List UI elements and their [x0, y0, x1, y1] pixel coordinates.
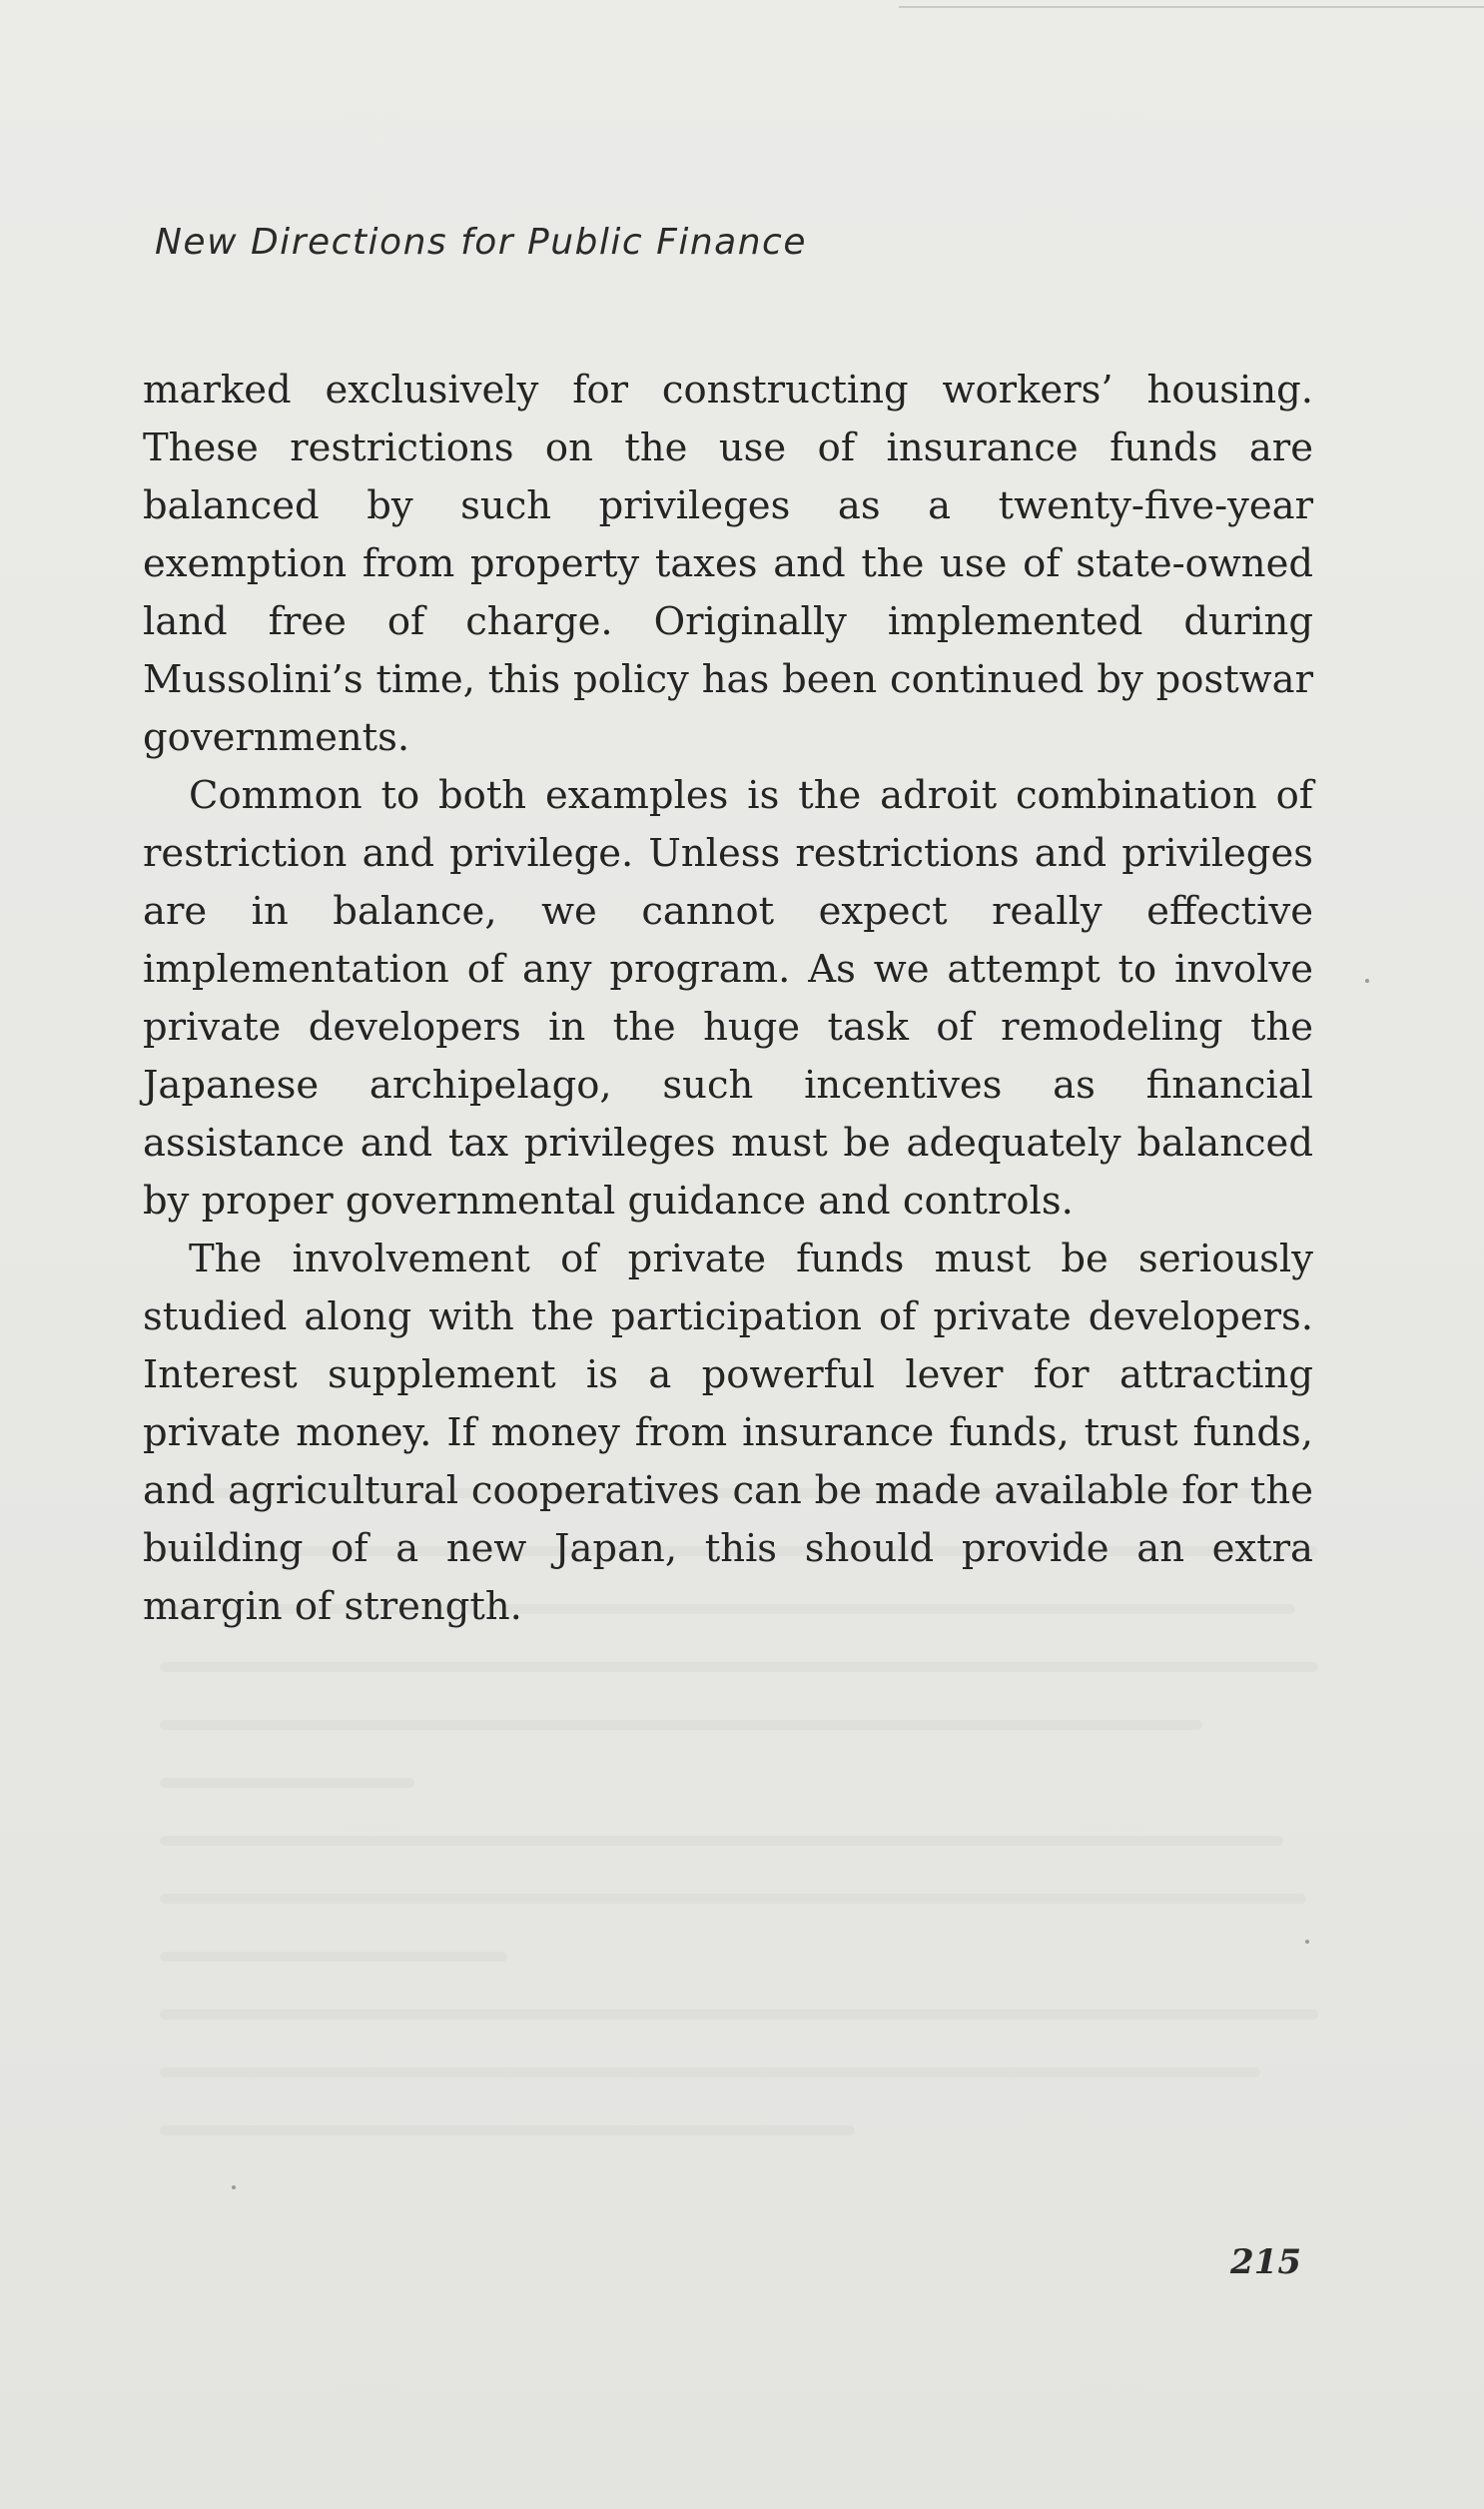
paper-speck	[1305, 1940, 1309, 1944]
paper-speck	[232, 2185, 236, 2189]
body-text	[143, 362, 1313, 1636]
paragraph-1: marked exclusively for constructing workers’ housing. These restrictions on the use of insurance funds are balanced by such privileges as a twenty-five-year exemption from property taxes and the use of state-owned land free of charge. Originally implemented during Mussolini’s time, this policy has been continued by postwar governments.	[143, 368, 1313, 760]
page-number: 215	[1230, 2242, 1301, 2282]
paragraph-2: Common to both examples is the adroit combination of restriction and privilege. Unless restrictions and privileges are in balance, we cannot expect really effective implementation of any program. As we attempt to involve private developers in the huge task of remodeling the Japanese archipelago, such incentives as financial assistance and tax privileges must be adequately balanced by proper governmental guidance and controls.	[143, 773, 1313, 1224]
paragraph-3: The involvement of private funds must be seriously studied along with the participation of private developers. Interest supplement is a powerful lever for attracting private money. If money from insurance funds, trust funds, and agricultural cooperatives can be made available for the building of a new Japan, this should provide an extra margin of strength.	[143, 1237, 1313, 1629]
paper-speck	[1365, 979, 1369, 983]
page-top-edge	[899, 6, 1484, 8]
running-head: New Directions for Public Finance	[155, 222, 807, 263]
